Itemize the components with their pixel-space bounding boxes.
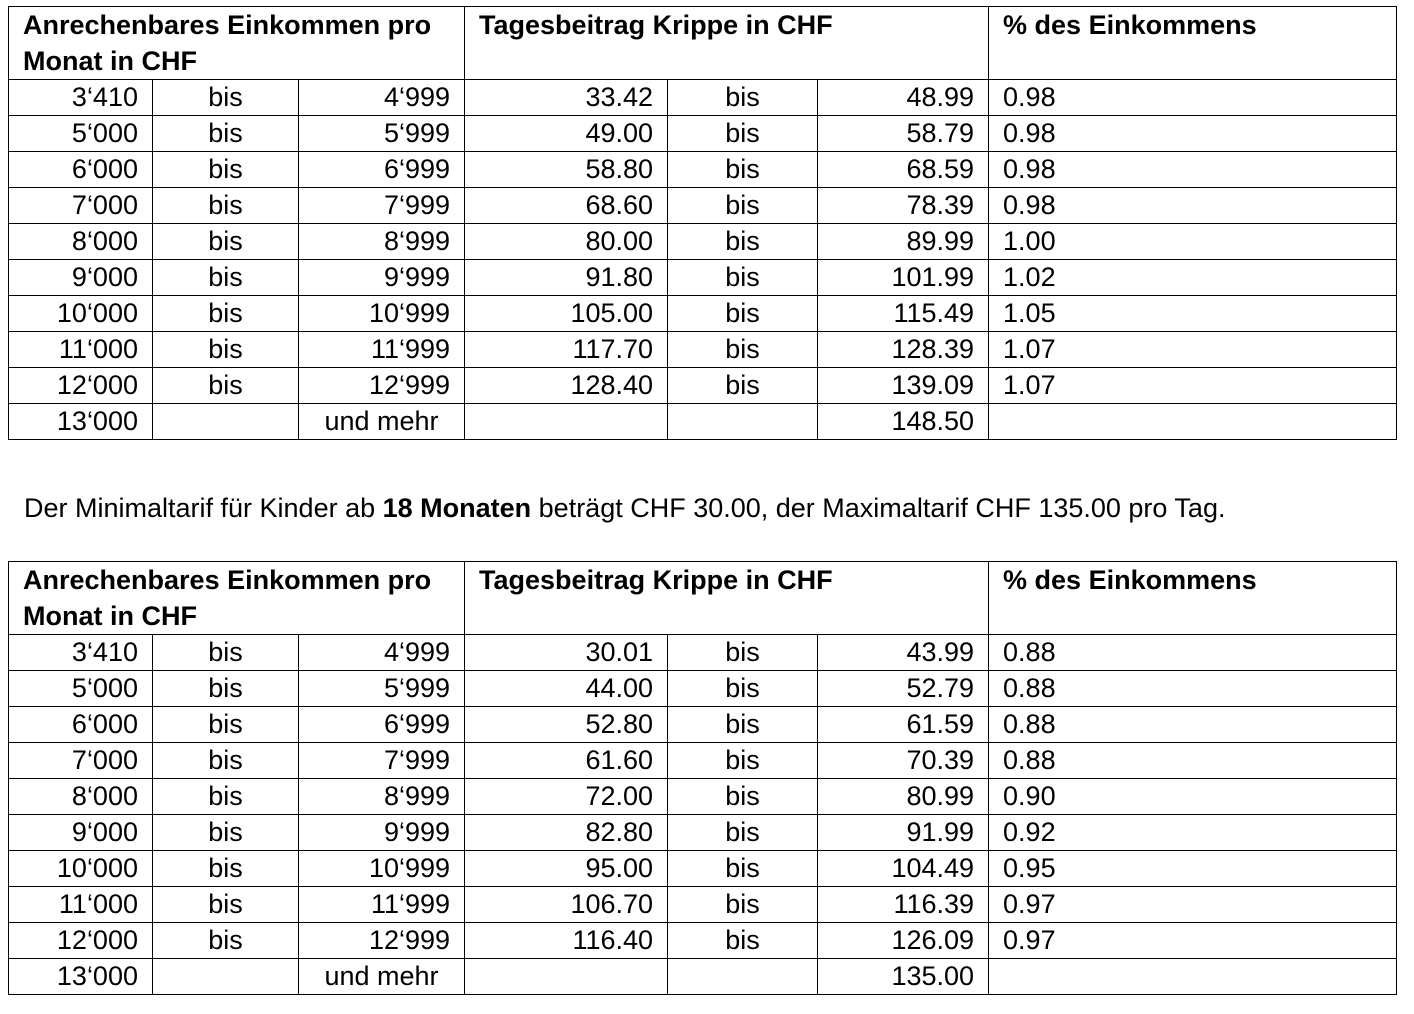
fee-range-separator: bis bbox=[668, 707, 818, 743]
fee-range-separator: bis bbox=[668, 80, 818, 116]
table-row bbox=[9, 923, 1397, 959]
income-range-separator: bis bbox=[153, 851, 299, 887]
fee-to-cell: 61.59 bbox=[818, 707, 989, 743]
table-body bbox=[9, 635, 1397, 995]
income-range-separator: bis bbox=[153, 887, 299, 923]
income-range-separator: bis bbox=[153, 116, 299, 152]
percent-cell: 0.88 bbox=[989, 635, 1397, 671]
income-range-separator: bis bbox=[153, 635, 299, 671]
income-range-separator: bis bbox=[153, 671, 299, 707]
income-from-cell: 3‘410 bbox=[9, 80, 153, 116]
fee-range-separator: bis bbox=[668, 224, 818, 260]
table-header-row bbox=[9, 7, 1397, 80]
percent-cell: 0.97 bbox=[989, 923, 1397, 959]
percent-cell: 1.00 bbox=[989, 224, 1397, 260]
fee-to-cell: 115.49 bbox=[818, 296, 989, 332]
fee-to-cell: 43.99 bbox=[818, 635, 989, 671]
note-text-after: beträgt CHF 30.00, der Maximaltarif CHF 135.00 pro Tag. bbox=[531, 493, 1226, 523]
fee-from-cell: 82.80 bbox=[465, 815, 668, 851]
percent-cell: 0.92 bbox=[989, 815, 1397, 851]
fee-to-cell: 91.99 bbox=[818, 815, 989, 851]
table-row bbox=[9, 296, 1397, 332]
income-range-separator: bis bbox=[153, 296, 299, 332]
income-from-cell: 12‘000 bbox=[9, 923, 153, 959]
fee-range-separator: bis bbox=[668, 296, 818, 332]
table-row bbox=[9, 743, 1397, 779]
income-to-cell: 6‘999 bbox=[299, 707, 465, 743]
income-range-separator: bis bbox=[153, 80, 299, 116]
fee-range-separator: bis bbox=[668, 188, 818, 224]
income-to-cell: 9‘999 bbox=[299, 260, 465, 296]
fee-to-cell: 68.59 bbox=[818, 152, 989, 188]
income-range-separator: bis bbox=[153, 815, 299, 851]
percent-column-header: % des Einkommens bbox=[989, 7, 1397, 80]
income-range-separator: bis bbox=[153, 260, 299, 296]
table-row bbox=[9, 116, 1397, 152]
income-from-cell: 13‘000 bbox=[9, 404, 153, 440]
income-to-cell: und mehr bbox=[299, 404, 465, 440]
fee-from-cell: 68.60 bbox=[465, 188, 668, 224]
income-to-cell: 10‘999 bbox=[299, 296, 465, 332]
fee-to-cell: 58.79 bbox=[818, 116, 989, 152]
income-range-separator: bis bbox=[153, 332, 299, 368]
percent-column-header: % des Einkommens bbox=[989, 562, 1397, 635]
fee-from-cell: 44.00 bbox=[465, 671, 668, 707]
fee-to-cell: 101.99 bbox=[818, 260, 989, 296]
percent-cell: 0.88 bbox=[989, 671, 1397, 707]
income-from-cell: 10‘000 bbox=[9, 296, 153, 332]
percent-cell: 0.90 bbox=[989, 779, 1397, 815]
fee-range-separator: bis bbox=[668, 260, 818, 296]
fee-range-separator bbox=[668, 404, 818, 440]
income-to-cell: 5‘999 bbox=[299, 671, 465, 707]
income-from-cell: 6‘000 bbox=[9, 152, 153, 188]
income-range-separator: bis bbox=[153, 779, 299, 815]
percent-cell bbox=[989, 959, 1397, 995]
fee-to-cell: 135.00 bbox=[818, 959, 989, 995]
fee-from-cell bbox=[465, 959, 668, 995]
percent-cell: 1.07 bbox=[989, 332, 1397, 368]
daily-fee-column-header: Tagesbeitrag Krippe in CHF bbox=[465, 7, 989, 80]
tariff-table-1 bbox=[8, 6, 1397, 440]
income-range-separator: bis bbox=[153, 152, 299, 188]
table-row bbox=[9, 80, 1397, 116]
income-range-separator: bis bbox=[153, 743, 299, 779]
fee-to-cell: 70.39 bbox=[818, 743, 989, 779]
fee-to-cell: 128.39 bbox=[818, 332, 989, 368]
table-body bbox=[9, 80, 1397, 440]
income-from-cell: 5‘000 bbox=[9, 116, 153, 152]
table-row bbox=[9, 368, 1397, 404]
income-to-cell: 8‘999 bbox=[299, 779, 465, 815]
fee-range-separator: bis bbox=[668, 743, 818, 779]
income-to-cell: 4‘999 bbox=[299, 635, 465, 671]
table-header-row bbox=[9, 562, 1397, 635]
table-row bbox=[9, 635, 1397, 671]
income-range-separator bbox=[153, 959, 299, 995]
table-row bbox=[9, 188, 1397, 224]
tariff-table-2 bbox=[8, 561, 1397, 995]
income-from-cell: 8‘000 bbox=[9, 779, 153, 815]
fee-range-separator: bis bbox=[668, 116, 818, 152]
fee-range-separator: bis bbox=[668, 923, 818, 959]
fee-from-cell: 58.80 bbox=[465, 152, 668, 188]
note-text-bold: 18 Monaten bbox=[382, 493, 532, 523]
note-text-before: Der Minimaltarif für Kinder ab bbox=[24, 493, 383, 523]
table-row bbox=[9, 959, 1397, 995]
income-from-cell: 7‘000 bbox=[9, 188, 153, 224]
fee-from-cell: 61.60 bbox=[465, 743, 668, 779]
daily-fee-column-header: Tagesbeitrag Krippe in CHF bbox=[465, 562, 989, 635]
percent-cell: 1.05 bbox=[989, 296, 1397, 332]
income-to-cell: 7‘999 bbox=[299, 188, 465, 224]
table-row bbox=[9, 851, 1397, 887]
income-from-cell: 13‘000 bbox=[9, 959, 153, 995]
percent-cell: 1.02 bbox=[989, 260, 1397, 296]
income-from-cell: 8‘000 bbox=[9, 224, 153, 260]
percent-cell: 0.97 bbox=[989, 887, 1397, 923]
fee-from-cell: 91.80 bbox=[465, 260, 668, 296]
fee-to-cell: 104.49 bbox=[818, 851, 989, 887]
percent-cell: 0.98 bbox=[989, 80, 1397, 116]
fee-from-cell: 95.00 bbox=[465, 851, 668, 887]
income-to-cell: 11‘999 bbox=[299, 332, 465, 368]
fee-from-cell bbox=[465, 404, 668, 440]
table-row bbox=[9, 152, 1397, 188]
fee-range-separator: bis bbox=[668, 332, 818, 368]
percent-cell: 0.98 bbox=[989, 116, 1397, 152]
income-from-cell: 9‘000 bbox=[9, 815, 153, 851]
fee-range-separator: bis bbox=[668, 152, 818, 188]
percent-cell bbox=[989, 404, 1397, 440]
fee-range-separator: bis bbox=[668, 815, 818, 851]
income-from-cell: 5‘000 bbox=[9, 671, 153, 707]
income-to-cell: 6‘999 bbox=[299, 152, 465, 188]
percent-cell: 0.98 bbox=[989, 152, 1397, 188]
income-from-cell: 6‘000 bbox=[9, 707, 153, 743]
fee-from-cell: 80.00 bbox=[465, 224, 668, 260]
fee-to-cell: 89.99 bbox=[818, 224, 989, 260]
income-to-cell: 10‘999 bbox=[299, 851, 465, 887]
percent-cell: 0.95 bbox=[989, 851, 1397, 887]
fee-to-cell: 148.50 bbox=[818, 404, 989, 440]
income-range-separator: bis bbox=[153, 188, 299, 224]
income-from-cell: 9‘000 bbox=[9, 260, 153, 296]
percent-cell: 0.88 bbox=[989, 743, 1397, 779]
fee-range-separator: bis bbox=[668, 368, 818, 404]
table-row bbox=[9, 671, 1397, 707]
income-to-cell: 7‘999 bbox=[299, 743, 465, 779]
income-from-cell: 12‘000 bbox=[9, 368, 153, 404]
fee-range-separator: bis bbox=[668, 779, 818, 815]
tariff-note bbox=[24, 490, 1225, 526]
fee-to-cell: 52.79 bbox=[818, 671, 989, 707]
fee-from-cell: 33.42 bbox=[465, 80, 668, 116]
table-row bbox=[9, 260, 1397, 296]
income-from-cell: 7‘000 bbox=[9, 743, 153, 779]
fee-to-cell: 139.09 bbox=[818, 368, 989, 404]
income-from-cell: 11‘000 bbox=[9, 332, 153, 368]
income-to-cell: 8‘999 bbox=[299, 224, 465, 260]
fee-from-cell: 72.00 bbox=[465, 779, 668, 815]
income-range-separator: bis bbox=[153, 224, 299, 260]
fee-from-cell: 30.01 bbox=[465, 635, 668, 671]
table-row bbox=[9, 404, 1397, 440]
fee-range-separator: bis bbox=[668, 635, 818, 671]
income-to-cell: 4‘999 bbox=[299, 80, 465, 116]
income-from-cell: 11‘000 bbox=[9, 887, 153, 923]
income-to-cell: 11‘999 bbox=[299, 887, 465, 923]
fee-range-separator: bis bbox=[668, 851, 818, 887]
table-row bbox=[9, 779, 1397, 815]
fee-from-cell: 105.00 bbox=[465, 296, 668, 332]
percent-cell: 1.07 bbox=[989, 368, 1397, 404]
income-from-cell: 10‘000 bbox=[9, 851, 153, 887]
fee-range-separator bbox=[668, 959, 818, 995]
fee-to-cell: 116.39 bbox=[818, 887, 989, 923]
income-column-header: Anrechenbares Einkommen pro Monat in CHF bbox=[9, 7, 465, 80]
income-to-cell: 9‘999 bbox=[299, 815, 465, 851]
table-row bbox=[9, 887, 1397, 923]
fee-from-cell: 116.40 bbox=[465, 923, 668, 959]
fee-to-cell: 78.39 bbox=[818, 188, 989, 224]
income-from-cell: 3‘410 bbox=[9, 635, 153, 671]
income-column-header: Anrechenbares Einkommen pro Monat in CHF bbox=[9, 562, 465, 635]
fee-range-separator: bis bbox=[668, 887, 818, 923]
fee-from-cell: 117.70 bbox=[465, 332, 668, 368]
table-row bbox=[9, 332, 1397, 368]
income-to-cell: und mehr bbox=[299, 959, 465, 995]
income-to-cell: 12‘999 bbox=[299, 923, 465, 959]
fee-from-cell: 106.70 bbox=[465, 887, 668, 923]
fee-from-cell: 52.80 bbox=[465, 707, 668, 743]
income-range-separator: bis bbox=[153, 368, 299, 404]
fee-to-cell: 48.99 bbox=[818, 80, 989, 116]
fee-range-separator: bis bbox=[668, 671, 818, 707]
fee-from-cell: 49.00 bbox=[465, 116, 668, 152]
table-row bbox=[9, 815, 1397, 851]
income-to-cell: 5‘999 bbox=[299, 116, 465, 152]
income-range-separator: bis bbox=[153, 923, 299, 959]
income-range-separator bbox=[153, 404, 299, 440]
fee-to-cell: 126.09 bbox=[818, 923, 989, 959]
income-to-cell: 12‘999 bbox=[299, 368, 465, 404]
percent-cell: 0.88 bbox=[989, 707, 1397, 743]
table-row bbox=[9, 224, 1397, 260]
table-row bbox=[9, 707, 1397, 743]
fee-from-cell: 128.40 bbox=[465, 368, 668, 404]
income-range-separator: bis bbox=[153, 707, 299, 743]
fee-to-cell: 80.99 bbox=[818, 779, 989, 815]
percent-cell: 0.98 bbox=[989, 188, 1397, 224]
